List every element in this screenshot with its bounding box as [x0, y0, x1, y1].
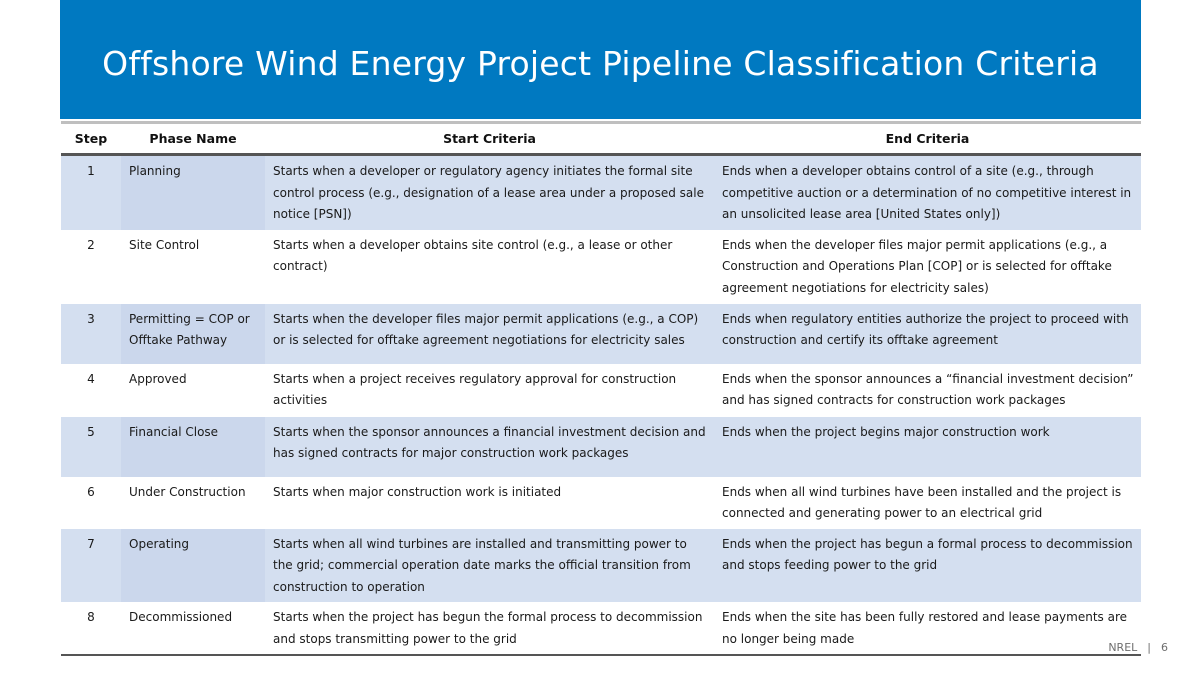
end-criteria-cell: Ends when a developer obtains control of a site (e.g., through competitive auction or a determination of no competitive interest in an unsolicited lease area [United States only]): [722, 164, 1132, 221]
phase-cell: Approved: [129, 371, 187, 386]
table-row: [61, 155, 1141, 230]
org-name: NREL: [1108, 641, 1138, 654]
step-cell: 6: [87, 484, 95, 499]
start-criteria-cell: Starts when major construction work is initiated: [273, 484, 562, 499]
page-number: 6: [1161, 641, 1168, 654]
title-bar: [60, 0, 1141, 119]
start-criteria-cell: Starts when the sponsor announces a financial investment decision and has signed contracts for major construction work packages: [273, 424, 706, 460]
end-criteria-cell: Ends when regulatory entities authorize the project to proceed with construction and certify its offtake agreement: [722, 311, 1129, 347]
table-row: [61, 477, 1141, 529]
table-row: [61, 417, 1141, 477]
step-cell: 4: [87, 371, 95, 386]
end-criteria-cell: Ends when the project has begun a formal process to decommission and stops feeding power to the grid: [722, 536, 1133, 572]
header-start-criteria: Start Criteria: [443, 131, 536, 146]
step-cell: 1: [61, 155, 121, 230]
start-criteria-cell: Starts when the project has begun the formal process to decommission and stops transmitting power to the grid: [273, 610, 703, 646]
table-header-row: [61, 123, 1141, 155]
header-step: Step: [74, 131, 108, 146]
start-criteria-cell: Starts when a developer obtains site control (e.g., a lease or other contract): [273, 237, 673, 273]
header-end-criteria: End Criteria: [885, 131, 970, 146]
phase-cell: Permitting = COP or Offtake Pathway: [121, 304, 265, 364]
criteria-table: [61, 121, 1141, 656]
step-cell: 3: [61, 304, 121, 364]
phase-cell: Site Control: [129, 237, 200, 252]
criteria-table-container: [61, 121, 1141, 656]
step-cell: 2: [87, 237, 95, 252]
phase-cell: Operating: [121, 529, 265, 603]
table-row: [61, 364, 1141, 417]
phase-cell: Planning: [121, 155, 265, 230]
end-criteria-cell: Ends when the site has been fully restored and lease payments are no longer being made: [722, 610, 1128, 646]
start-criteria-cell: Starts when the developer files major permit applications (e.g., a COP) or is selected for offtake agreement negotiations for electricity sales: [273, 311, 699, 347]
footer-separator: |: [1147, 641, 1151, 654]
phase-cell: Financial Close: [121, 417, 265, 477]
step-cell: 7: [61, 529, 121, 603]
start-criteria-cell: Starts when a project receives regulatory approval for construction activities: [273, 371, 677, 407]
start-criteria-cell: Starts when a developer or regulatory agency initiates the formal site control process (e.g., designation of a lease area under a proposed sale notice [PSN]): [273, 164, 704, 221]
header-phase-name: Phase Name: [149, 131, 237, 146]
start-criteria-cell: Starts when all wind turbines are installed and transmitting power to the grid; commercial operation date marks the official transition from construction to operation: [273, 536, 691, 594]
table-row: [61, 304, 1141, 364]
end-criteria-cell: Ends when the sponsor announces a “financial investment decision” and has signed contracts for construction work packages: [722, 371, 1134, 407]
table-row: [61, 230, 1141, 304]
end-criteria-cell: Ends when the developer files major permit applications (e.g., a Construction and Operations Plan [COP] or is selected for offtake agreement negotiations for electricity sales): [722, 237, 1112, 295]
slide-footer: [1108, 641, 1168, 654]
phase-cell: Decommissioned: [129, 610, 233, 624]
step-cell: 8: [87, 610, 95, 624]
slide-title: Offshore Wind Energy Project Pipeline Classification Criteria: [102, 44, 1099, 83]
table-row: [61, 529, 1141, 603]
table-row: [61, 602, 1141, 655]
phase-cell: Under Construction: [129, 484, 246, 499]
end-criteria-cell: Ends when the project begins major construction work: [722, 424, 1050, 439]
end-criteria-cell: Ends when all wind turbines have been installed and the project is connected and generating power to an electrical grid: [722, 484, 1122, 520]
step-cell: 5: [61, 417, 121, 477]
